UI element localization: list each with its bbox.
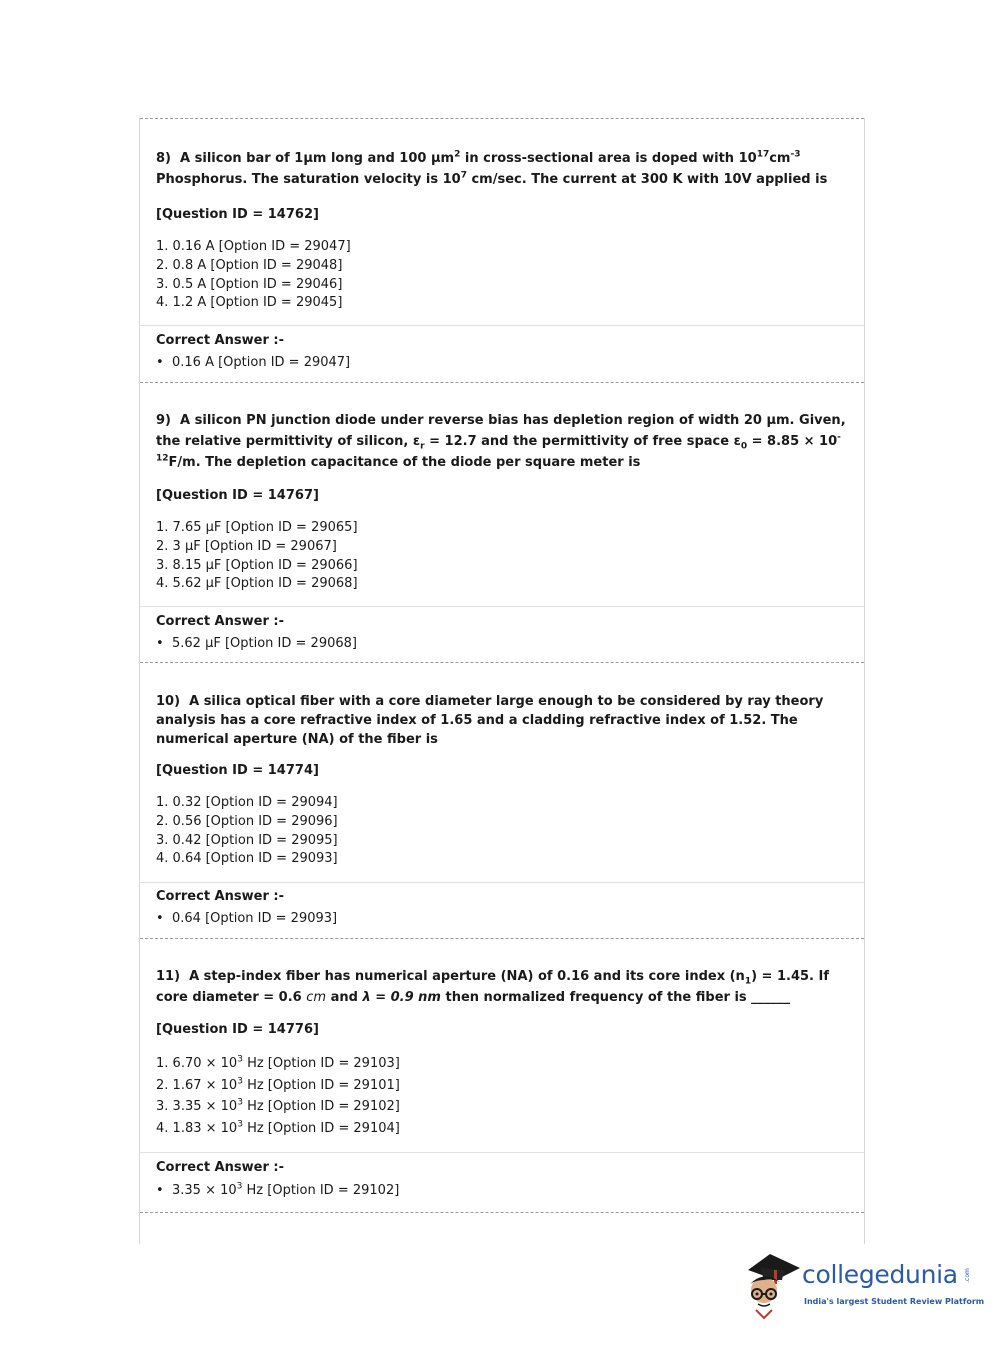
question-part bbox=[140, 118, 864, 326]
logo-suffix: .com bbox=[963, 1268, 971, 1283]
option-list bbox=[156, 1053, 400, 1140]
option-item: 3. 0.42 [Option ID = 29095] bbox=[156, 832, 338, 848]
question-block bbox=[140, 662, 864, 939]
option-item: 2. 0.8 A [Option ID = 29048] bbox=[156, 257, 343, 273]
question-part bbox=[140, 938, 864, 1153]
question-id: [Question ID = 14762] bbox=[156, 207, 319, 222]
option-item: 1. 7.65 μF [Option ID = 29065] bbox=[156, 520, 358, 535]
correct-answer-value: • 0.64 [Option ID = 29093] bbox=[156, 911, 338, 926]
option-item: 1. 0.32 [Option ID = 29094] bbox=[156, 795, 338, 810]
option-list bbox=[156, 519, 358, 594]
question-frame bbox=[139, 118, 865, 1244]
correct-answer-value: • 5.62 μF [Option ID = 29068] bbox=[156, 636, 357, 651]
option-item: 4. 5.62 μF [Option ID = 29068] bbox=[156, 576, 358, 592]
option-item: 2. 3 μF [Option ID = 29067] bbox=[156, 538, 337, 554]
option-item: 4. $1.83 \times 10^3$ Hz [Option ID = 29104] bbox=[156, 1119, 400, 1137]
question-block bbox=[140, 382, 864, 663]
correct-answer-label: Correct Answer :- bbox=[156, 333, 284, 348]
option-list bbox=[156, 794, 338, 869]
option-item: 4. 1.2 A [Option ID = 29045] bbox=[156, 295, 343, 311]
correct-answer-label: Correct Answer :- bbox=[156, 889, 284, 904]
correct-answer-label: Correct Answer :- bbox=[156, 614, 284, 629]
logo-tagline: India's largest Student Review Platform bbox=[804, 1297, 985, 1306]
question-text: 9) A silicon PN junction diode under reverse bias has depletion region of width 20 μm. Given, the relative permittivity of silicon, $\varepsilon_r = 12.7$ and the permittivity of free space $\varepsilon_0 = 8.85 \times 10^{-12}F/m$. The depletion capacitance of the diode per square meter is bbox=[156, 413, 846, 470]
question-id: [Question ID = 14776] bbox=[156, 1022, 319, 1037]
option-item: 2. 0.56 [Option ID = 29096] bbox=[156, 813, 338, 829]
option-item: 1. 0.16 A [Option ID = 29047] bbox=[156, 239, 351, 254]
collegedunia-logo bbox=[742, 1250, 985, 1322]
question-part bbox=[140, 382, 864, 607]
correct-answer-label: Correct Answer :- bbox=[156, 1160, 284, 1175]
question-block bbox=[140, 938, 864, 1213]
question-text: 10) A silica optical fiber with a core diameter large enough to be considered by ray theory analysis has a core refractive index of 1.65 and a cladding refractive index of 1.52. The numerical aperture (NA) of the fiber is bbox=[156, 694, 824, 747]
option-item: 3. 8.15 μF [Option ID = 29066] bbox=[156, 557, 358, 573]
question-id: [Question ID = 14774] bbox=[156, 763, 319, 778]
option-list bbox=[156, 238, 351, 313]
option-item: 2. $1.67 \times 10^3$ Hz [Option ID = 29101] bbox=[156, 1076, 400, 1093]
logo-name: collegedunia bbox=[802, 1260, 958, 1289]
option-item: 3. 0.5 A [Option ID = 29046] bbox=[156, 276, 343, 292]
question-part bbox=[140, 662, 864, 883]
question-id: [Question ID = 14767] bbox=[156, 488, 319, 503]
question-block bbox=[140, 118, 864, 383]
question-text: 8) A silicon bar of 1μm long and 100 $\mu m^2$ in cross-sectional area is doped with $10^{17}cm^{-3}$ Phosphorus. The saturation velocity is $10^7$ cm/sec. The current at 300 K with 10V applied is bbox=[156, 149, 828, 187]
correct-answer-value: • $3.35 \times 10^3$ Hz [Option ID = 29102] bbox=[156, 1181, 400, 1198]
correct-answer-value: • 0.16 A [Option ID = 29047] bbox=[156, 355, 351, 370]
option-item: 3. $3.35 \times 10^3$ Hz [Option ID = 29102] bbox=[156, 1098, 400, 1115]
mascot-icon bbox=[742, 1250, 804, 1322]
question-text: 11) A step-index fiber has numerical aperture (NA) of 0.16 and its core index $(n_1) = 1.45$. If core diameter = 0.6 cm and λ = 0.9 nm then normalized frequency of the fiber is ______ bbox=[156, 969, 829, 1005]
option-item: 1. $6.70 \times 10^3$ Hz [Option ID = 29103] bbox=[156, 1054, 400, 1071]
option-item: 4. 0.64 [Option ID = 29093] bbox=[156, 851, 338, 867]
